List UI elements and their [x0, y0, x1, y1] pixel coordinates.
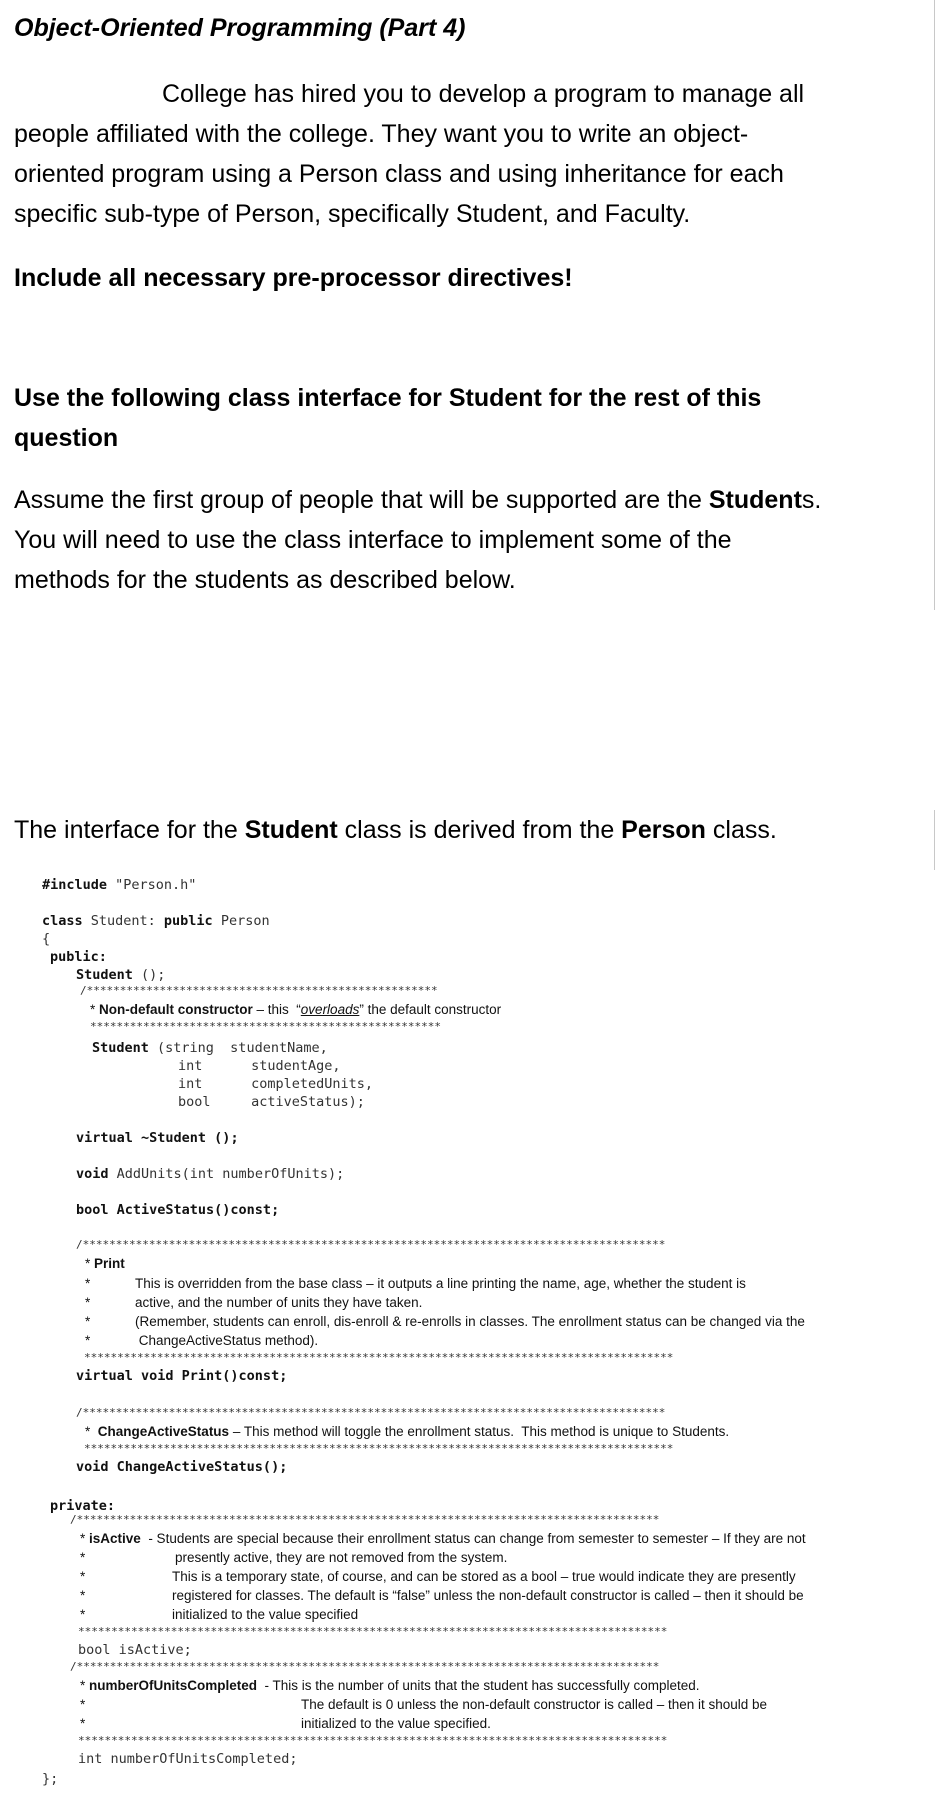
code-class-decl: class Student: public Person: [42, 913, 270, 929]
directive-note: Include all necessary pre-processor directives!: [14, 264, 573, 292]
class-interface-code: [0, 868, 939, 1808]
code-change-decl: void ChangeActiveStatus();: [76, 1459, 288, 1475]
comment-nondefault: * Non-default constructor – this “overloads” the default constructor: [90, 1002, 502, 1017]
assume-paragraph: Assume the first group of people that will be supported are the Students. You will need to use the class interface to implement some of the methods for the students as described below.: [14, 486, 822, 594]
code-isactive-decl: bool isActive;: [78, 1642, 192, 1658]
right-edge-rule-lower: [934, 810, 935, 870]
comment-print-line4: * ChangeActiveStatus method).: [85, 1333, 319, 1348]
comment-isactive-line4: * registered for classes. The default is “false” unless the non-default constructor is called – then it should be: [80, 1588, 804, 1603]
code-ctor-param-age: int studentAge,: [178, 1058, 341, 1074]
code-nondefault-ctor: Student (string studentName,: [92, 1040, 328, 1056]
student-emphasis: Student: [708, 486, 802, 514]
intro-paragraph: College has hired you to develop a program to manage all people affiliated with the college. They want you to write an object- oriented program using a Person class and using inheritance for each specific sub-type of Person, specifically Student, and Faculty.: [14, 80, 805, 228]
comment-print-line3: * (Remember, students can enroll, dis-enroll & re-enrolls in classes. The enrollment status can be changed via the: [85, 1314, 805, 1329]
code-active-status: bool ActiveStatus()const;: [76, 1202, 280, 1218]
code-ctor-param-units: int completedUnits,: [178, 1076, 374, 1092]
interface-intro: The interface for the Student class is derived from the Person class.: [14, 816, 777, 844]
code-private-label: private:: [50, 1498, 116, 1514]
comment-print-stars-bottom: *****************************************************************************************: [84, 1351, 674, 1364]
right-edge-rule: [934, 0, 935, 610]
page-title: Object-Oriented Programming (Part 4): [14, 14, 466, 42]
comment-print-stars-top: /****************************************************************************************: [76, 1238, 666, 1251]
comment-isactive-line1: * isActive - Students are special because their enrollment status can change from semester to semester – If they are not: [80, 1531, 806, 1546]
comment-isactive-stars-top: /****************************************************************************************: [70, 1513, 660, 1526]
comment-change: * ChangeActiveStatus – This method will toggle the enrollment status. This method is unique to Students.: [85, 1424, 730, 1439]
comment-units-line1: * numberOfUnitsCompleted - This is the number of units that the student has successfully completed.: [80, 1678, 700, 1693]
comment-change-stars-top: /****************************************************************************************: [76, 1406, 666, 1419]
code-add-units: void AddUnits(int numberOfUnits);: [76, 1166, 345, 1182]
code-public-label: public:: [50, 949, 107, 965]
comment-isactive-line2: * presently active, they are not removed from the system.: [80, 1550, 508, 1565]
comment-stars-bottom: *****************************************************: [90, 1020, 441, 1033]
comment-print-line2: * active, and the number of units they have taken.: [85, 1295, 423, 1310]
section-heading: Use the following class interface for Student for the rest of this question: [14, 384, 762, 452]
comment-print-line1: * This is overridden from the base class – it outputs a line printing the name, age, whether the student is: [85, 1276, 746, 1291]
comment-print-label: * Print: [85, 1256, 125, 1271]
code-open-brace: {: [42, 931, 51, 947]
comment-units-stars-top: /****************************************************************************************: [70, 1660, 660, 1673]
comment-units-line3: * initialized to the value specified.: [80, 1716, 491, 1731]
code-ctor-param-status: bool activeStatus);: [178, 1094, 365, 1110]
comment-change-stars-bottom: *****************************************************************************************: [84, 1442, 674, 1455]
comment-units-line2: * The default is 0 unless the non-default constructor is called – then it should be: [80, 1697, 768, 1712]
comment-isactive-line5: * initialized to the value specified: [80, 1607, 359, 1622]
code-default-ctor: Student ();: [76, 967, 166, 983]
code-include: #include "Person.h": [42, 877, 197, 893]
comment-isactive-line3: * This is a temporary state, of course, and can be stored as a bool – true would indicate they are presently: [80, 1569, 796, 1584]
comment-stars-top: /*****************************************************: [80, 984, 438, 997]
code-destructor: virtual ~Student ();: [76, 1130, 239, 1146]
comment-isactive-stars-bottom: *****************************************************************************************: [78, 1625, 668, 1638]
code-units-decl: int numberOfUnitsCompleted;: [78, 1751, 298, 1767]
comment-units-stars-bottom: *****************************************************************************************: [78, 1734, 668, 1747]
code-print-decl: virtual void Print()const;: [76, 1368, 288, 1384]
code-close-brace: };: [42, 1771, 59, 1787]
